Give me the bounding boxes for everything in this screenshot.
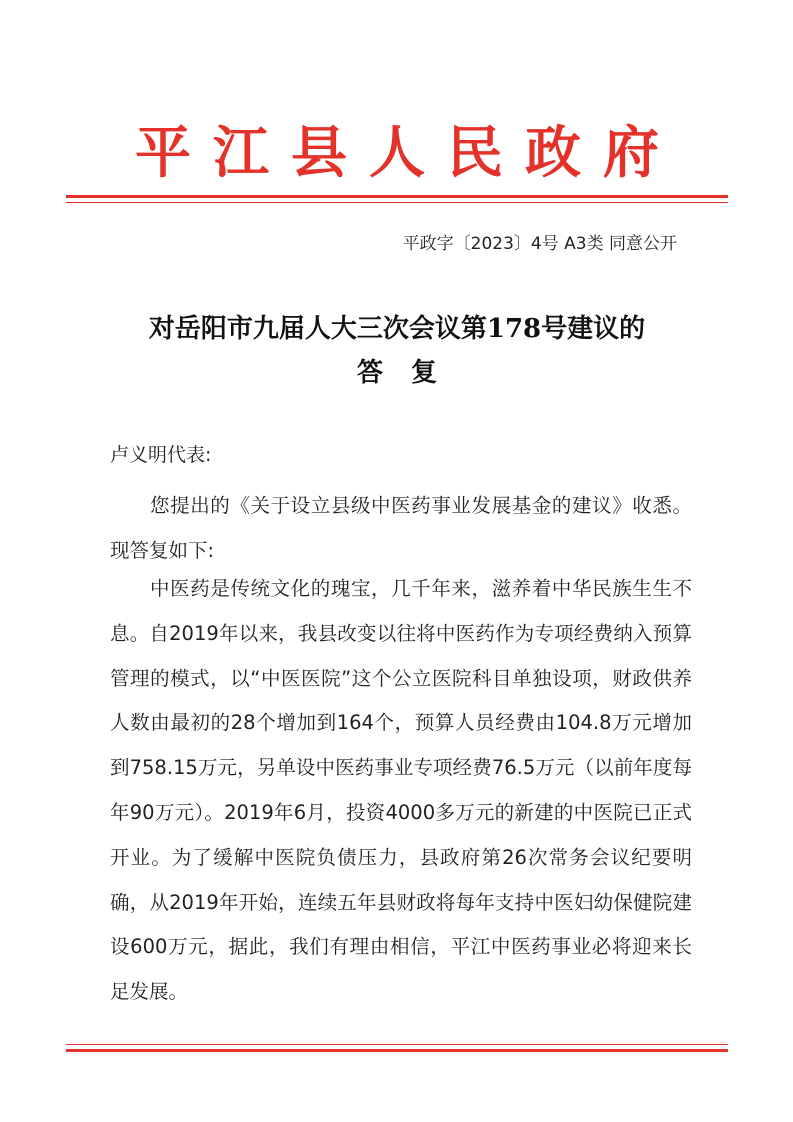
masthead-title: 平江县人民政府	[135, 120, 681, 186]
footer-rule-thin	[66, 1044, 728, 1045]
body-paragraph: 中医药是传统文化的瑰宝，几千年来，滋养着中华民族生生不息。自2019年以来，我县改变以往将中医药作为专项经费纳入预算管理的模式，以“中医医院”这个公立医院科目单独设项，财政供养人数由最初的28个增加到164个，预算人员经费由104.8万元增加到758.15万元，另单设中医药事业专项经费76.5万元（以前年度每年90万元）。2019年6月，投资4000多万元的新建的中医院已正式开业。为了缓解中医院负债压力，县政府第26次常务会议纪要明确，从2019年开始，连续五年县财政将每年支持中医妇幼保健院建设600万元，据此，我们有理由相信，平江中医药事业必将迎来长足发展。	[110, 577, 692, 1004]
document-title-line1: 对岳阳市九届人大三次会议第178号建议的	[148, 314, 646, 344]
body-paragraph: 您提出的《关于设立县级中医药事业发展基金的建议》收悉。现答复如下:	[110, 494, 692, 562]
header-rule-thin	[66, 202, 728, 203]
document-number: 平政字〔2023〕4号 A3类 同意公开	[402, 234, 677, 254]
header-rule-thick	[66, 195, 728, 198]
document-title-line2: 答复	[356, 358, 465, 388]
salutation: 卢义明代表:	[110, 444, 212, 466]
footer-rule-thick	[66, 1049, 728, 1052]
